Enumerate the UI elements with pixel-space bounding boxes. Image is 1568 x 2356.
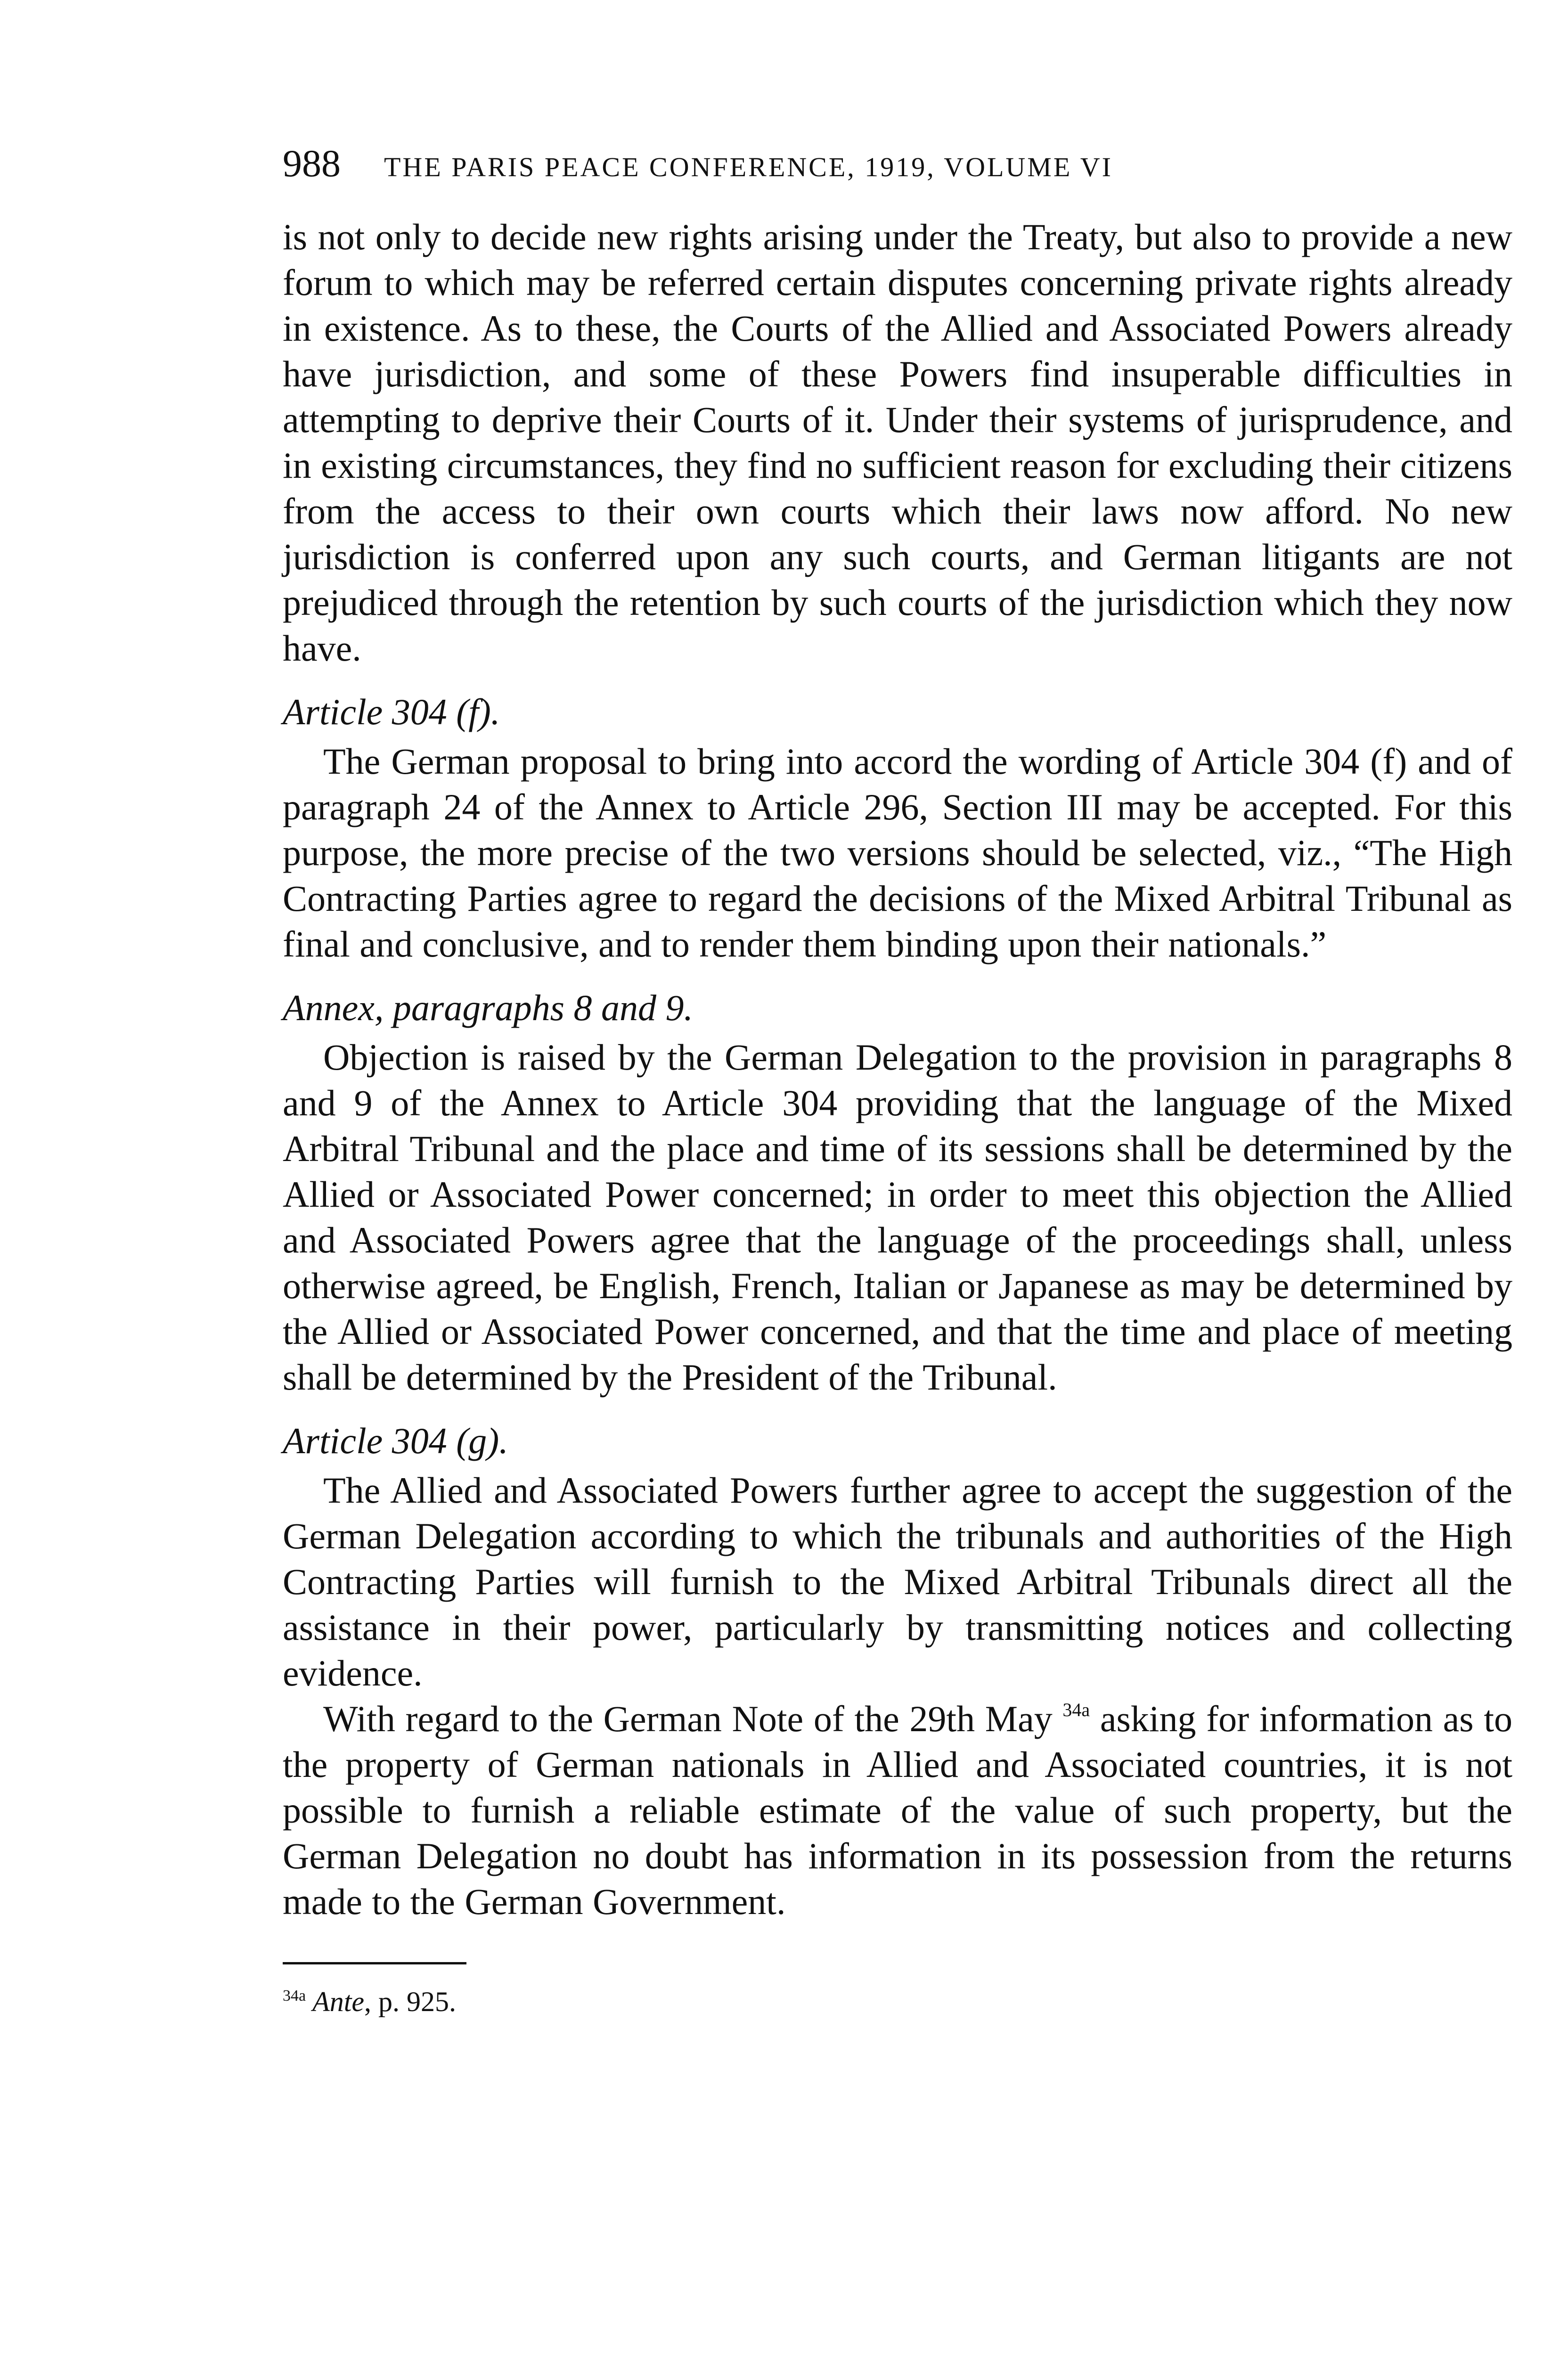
document-page	[283, 141, 1512, 2018]
footnote-divider	[283, 1962, 466, 1964]
paragraph-continued: is not only to decide new rights arising under the Treaty, but also to provide a new forum to which may be referred certain disputes concerning private rights already in existence. As to these, the Courts of the Allied and Associated Powers already have jurisdiction, and some of these Powers find insuperable difficulties in attempting to deprive their Courts of it. Under their systems of jurisprudence, and in existing circumstances, they find no sufficient reason for excluding their citizens from the access to their own courts which their laws now afford. No new jurisdiction is conferred upon any such courts, and German litigants are not prejudiced through the retention by such courts of the jurisdiction which they now have.	[283, 216, 1512, 669]
footnote-mark: 34a	[283, 1987, 306, 2004]
footnote-page-ref: , p. 925.	[364, 1986, 457, 2017]
page-number: 988	[283, 142, 341, 185]
paragraph-annex: Objection is raised by the German Delegation to the provision in paragraphs 8 and 9 of the Annex to Article 304 providing that the language of the Mixed Arbitral Tribunal and the place and time of its sessions shall be determined by the Allied or Associated Power concerned; in order to meet this objection the Allied and Associated Powers agree that the language of the proceedings shall, unless otherwise agreed, be English, French, Italian or Japanese as may be determined by the Allied or Associated Power concerned, and that the time and place of meeting shall be determined by the President of the Tribunal.	[283, 1037, 1512, 1398]
running-title: THE PARIS PEACE CONFERENCE, 1919, VOLUME VI	[384, 152, 1113, 182]
section-heading-article-304g: Article 304 (g).	[283, 1420, 508, 1461]
paragraph-text-before-note: With regard to the German Note of the 29th May	[323, 1698, 1053, 1739]
footnote	[283, 1980, 1512, 2018]
section-heading-article-304f: Article 304 (f).	[283, 691, 500, 732]
paragraph-text-after-note: asking for information as to the property of German nationals in Allied and Associated countries, it is not possible to furnish a reliable estimate of the value of such property, but the German Delegation no doubt has information in its possession from the returns made to the German Government.	[283, 1698, 1512, 1922]
running-head	[283, 141, 1512, 186]
section-heading-annex: Annex, paragraphs 8 and 9.	[283, 987, 693, 1028]
paragraph-german-note	[283, 1696, 1512, 1924]
paragraph-article-304f: The German proposal to bring into accord the wording of Article 304 (f) and of paragraph 24 of the Annex to Article 296, Section III may be accepted. For this purpose, the more precise of the two versions should be selected, viz., “The High Contracting Parties agree to regard the decisions of the Mixed Arbitral Tribunal as final and conclusive, and to render them binding upon their nationals.”	[283, 741, 1512, 965]
footnote-ante: Ante	[312, 1986, 365, 2017]
paragraph-article-304g: The Allied and Associated Powers further agree to accept the suggestion of the German Delegation according to which the tribunals and authorities of the High Contracting Parties will furnish to the Mixed Arbitral Tribunals direct all the assistance in their power, particularly by transmitting notices and collecting evidence.	[283, 1470, 1512, 1693]
footnote-reference[interactable]: 34a	[1062, 1699, 1090, 1720]
